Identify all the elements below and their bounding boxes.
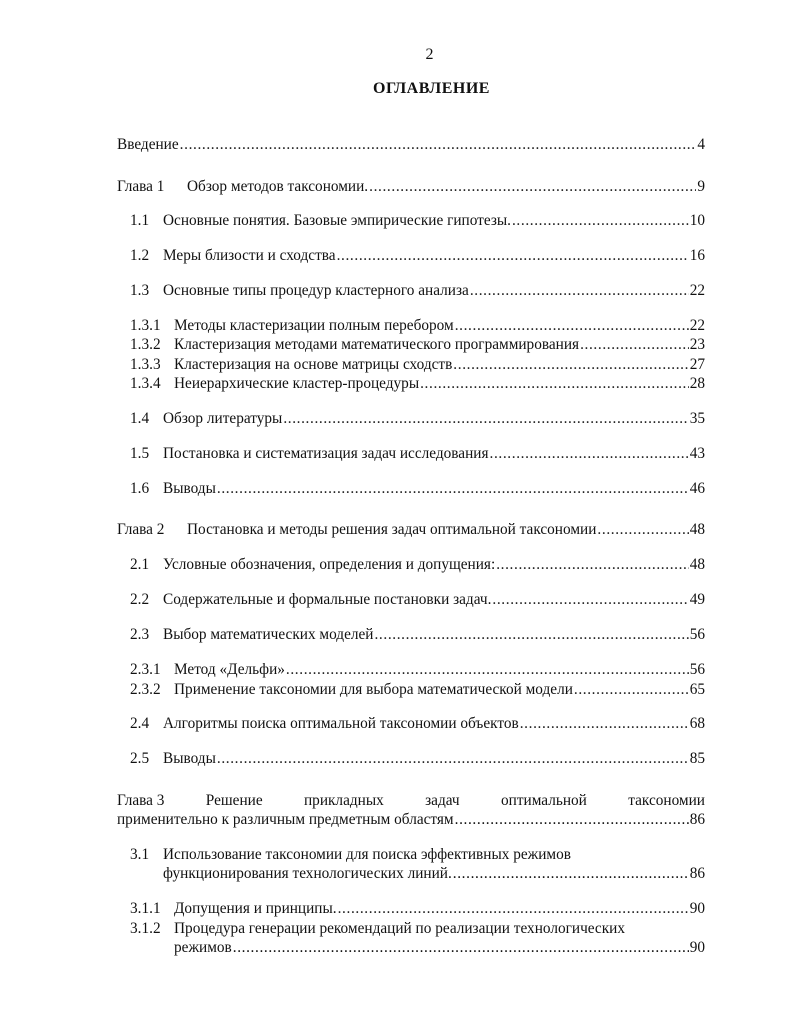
toc-entry-title: Выбор математических моделей	[163, 626, 374, 643]
toc-entry-number: Глава 2	[117, 521, 165, 538]
dot-leader	[286, 660, 689, 679]
toc-entry-line-2	[130, 938, 705, 957]
dot-leader	[496, 555, 689, 574]
toc-entry-2-2	[130, 590, 705, 609]
dot-leader	[233, 938, 689, 957]
toc-entry-page: 10	[689, 212, 705, 229]
toc-entry-title: Процедура генерации рекомендаций по реализации технологических	[174, 920, 625, 937]
toc-entry-number: 2.5	[130, 750, 150, 767]
toc-entry-title: Обзор литературы	[163, 410, 283, 427]
toc-entry-2-4	[130, 714, 705, 733]
toc-entry-title: Основные понятия. Базовые эмпирические гипотезы.	[163, 212, 511, 229]
toc-entry-1-3-2	[130, 335, 705, 354]
toc-entry-title: Алгоритмы поиска оптимальной таксономии объектов	[163, 715, 519, 732]
toc-entry-page: 86	[689, 811, 705, 828]
dot-leader	[580, 335, 689, 354]
toc-entry-title: Основные типы процедур кластерного анализа	[163, 282, 469, 299]
toc-entry-1-3-4	[130, 374, 705, 393]
toc-entry-page: 48	[689, 521, 705, 538]
dot-leader	[337, 246, 689, 265]
toc-entry-line-2	[117, 810, 705, 829]
toc-word: Решение	[205, 792, 263, 809]
toc-entry-line-1	[130, 919, 705, 938]
toc-entry-1-3	[130, 281, 705, 300]
toc-entry-page: 90	[689, 939, 705, 956]
toc-entry-title: Кластеризация методами математического программирования	[174, 336, 580, 353]
toc-entry-1-3-3	[130, 355, 705, 374]
toc-entry-line-1	[117, 791, 705, 810]
toc-entry-title: Введение	[117, 136, 179, 153]
toc-entry-2-3	[130, 625, 705, 644]
toc-entry-page: 23	[689, 336, 705, 353]
dot-leader	[455, 316, 689, 335]
toc-entry-number: 3.1	[130, 846, 150, 863]
toc-entry-3-1-1	[130, 899, 705, 918]
dot-leader	[512, 211, 689, 230]
toc-entry-3-1	[130, 845, 705, 883]
toc-entry-line-2	[130, 864, 705, 883]
toc-entry-page: 22	[689, 317, 705, 334]
toc-entry-title: Методы кластеризации полным перебором	[174, 317, 454, 334]
toc-entry-number: 2.3.2	[130, 681, 161, 698]
toc-entry-number: 2.3	[130, 626, 150, 643]
dot-leader	[369, 177, 696, 196]
toc-entry-chapter-1	[117, 177, 705, 196]
toc-entry-number: 2.4	[130, 715, 150, 732]
toc-entry-title: Меры близости и сходства	[163, 247, 336, 264]
toc-entry-number: 1.4	[130, 410, 150, 427]
toc-entry-title: Обзор методов таксономии.	[187, 178, 369, 195]
toc-entry-page: 22	[689, 282, 705, 299]
toc-entry-title: Условные обозначения, определения и допущения:	[163, 556, 496, 573]
dot-leader	[374, 625, 688, 644]
toc-entry-title: Содержательные и формальные постановки задач.	[163, 591, 492, 608]
toc-entry-2-3-2	[130, 680, 705, 699]
toc-entry-page: 48	[689, 556, 705, 573]
toc-word: прикладных	[303, 792, 384, 809]
toc-entry-1-4	[130, 409, 705, 428]
dot-leader	[574, 680, 689, 699]
toc-word: оптимальной	[501, 792, 587, 809]
toc-entry-page: 68	[689, 715, 705, 732]
toc-entry-chapter-3	[117, 791, 705, 829]
dot-leader	[453, 864, 689, 883]
dot-leader	[470, 281, 689, 300]
toc-entry-1-5	[130, 444, 705, 463]
dot-leader	[217, 479, 689, 498]
toc-entry-title: применительно к различным предметным областям	[117, 811, 454, 828]
dot-leader	[455, 810, 689, 829]
toc-entry-title: Выводы	[163, 750, 216, 767]
toc-entry-page: 16	[689, 247, 705, 264]
toc-entry-title: Допущения и принципы.	[174, 900, 337, 917]
toc-entry-page: 27	[689, 356, 705, 373]
toc-entry-number: 1.1	[130, 212, 150, 229]
toc-entry-2-5	[130, 749, 705, 768]
toc-entry-page: 85	[689, 750, 705, 767]
toc-entry-number: 1.3.1	[130, 317, 161, 334]
dot-leader	[338, 899, 689, 918]
toc-entry-title: Кластеризация на основе матрицы сходств	[174, 356, 453, 373]
toc-entry-number: 3.1.1	[130, 900, 161, 917]
toc-entry-page: 43	[689, 445, 705, 462]
toc-entry-1-3-1	[130, 316, 705, 335]
toc-entry-2-3-1	[130, 660, 705, 679]
toc-entry-number: 1.2	[130, 247, 150, 264]
toc-entry-number: 1.3	[130, 282, 150, 299]
page-number: 2	[425, 46, 434, 63]
toc-entry-page: 9	[697, 178, 705, 195]
toc-entry-number: 1.3.3	[130, 356, 161, 373]
dot-leader	[453, 355, 688, 374]
toc-entry-number: 2.3.1	[130, 661, 161, 678]
toc-entry-title: Метод «Дельфи»	[174, 661, 285, 678]
toc-entry-title: Неиерархические кластер-процедуры	[174, 375, 420, 392]
toc-entry-page: 46	[689, 480, 705, 497]
toc-entry-3-1-2	[130, 919, 705, 957]
toc-entry-title: функционирования технологических линий.	[163, 865, 452, 882]
toc-entry-page: 65	[689, 681, 705, 698]
toc-entry-page: 56	[689, 661, 705, 678]
toc-entry-number: 1.3.2	[130, 336, 161, 353]
toc-entry-number: 2.2	[130, 591, 150, 608]
dot-leader	[492, 590, 688, 609]
toc-entry-intro	[117, 135, 705, 154]
toc-entry-title: Использование таксономии для поиска эффективных режимов	[163, 846, 571, 863]
toc-entry-page: 4	[697, 136, 705, 153]
toc-entry-1-2	[130, 246, 705, 265]
toc-entry-page: 35	[689, 410, 705, 427]
toc-entry-chapter-2	[117, 520, 705, 539]
dot-leader	[597, 520, 688, 539]
dot-leader	[217, 749, 689, 768]
toc-entry-title: Выводы	[163, 480, 216, 497]
toc-word: задач	[425, 792, 460, 809]
toc-entry-page: 49	[689, 591, 705, 608]
toc-entry-title: Применение таксономии для выбора математической модели	[174, 681, 573, 698]
toc-entry-number: 2.1	[130, 556, 150, 573]
toc-entry-2-1	[130, 555, 705, 574]
dot-leader	[420, 374, 689, 393]
toc-entry-number: Глава 1	[117, 178, 165, 195]
toc-entry-number: 3.1.2	[130, 920, 161, 937]
toc-entry-1-6	[130, 479, 705, 498]
toc-entry-page: 90	[689, 900, 705, 917]
dot-leader	[520, 714, 689, 733]
dot-leader	[180, 135, 697, 154]
toc-entry-title: режимов	[174, 939, 232, 956]
toc-entry-number: 1.5	[130, 445, 150, 462]
toc-entry-title: Постановка и систематизация задач исследования	[163, 445, 489, 462]
dot-leader	[283, 409, 688, 428]
toc-entry-line-1	[130, 845, 705, 864]
toc-entry-page: 86	[689, 865, 705, 882]
toc-entry-number: 1.3.4	[130, 375, 161, 392]
toc-entry-title: Постановка и методы решения задач оптимальной таксономии	[187, 521, 597, 538]
toc-entry-page: 56	[689, 626, 705, 643]
toc-entry-1-1	[130, 211, 705, 230]
toc-word: Глава 3	[117, 792, 165, 809]
page-title: ОГЛАВЛЕНИЕ	[373, 80, 490, 97]
toc-word: таксономии	[628, 792, 705, 809]
toc-entry-number: 1.6	[130, 480, 150, 497]
toc-entry-page: 28	[689, 375, 705, 392]
dot-leader	[490, 444, 689, 463]
